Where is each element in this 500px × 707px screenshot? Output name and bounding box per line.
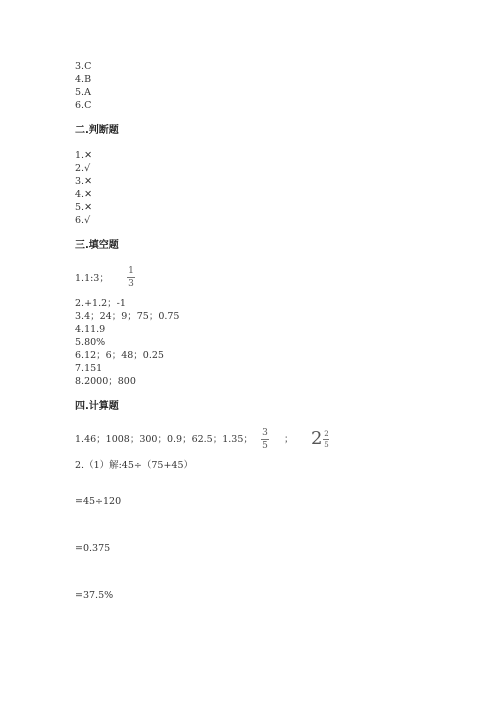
judgement-answer-2: 2.√	[75, 163, 91, 174]
calc-answer-1: 1.46；1008；300；0.9；62.5；1.35；	[75, 434, 253, 445]
fill-answer-3: 3.4；24；9；75；0.75	[75, 311, 180, 322]
fill-answer-2: 2.+1.2；-1	[75, 298, 126, 309]
fill-answer-6: 6.12；6；48；0.25	[75, 350, 164, 361]
fill-answer-7: 7.151	[75, 363, 103, 374]
fill-answer-8: 8.2000；800	[75, 376, 136, 387]
fraction-denominator: 5	[324, 440, 329, 449]
mixed-whole: 2	[311, 428, 323, 449]
fill-answer-4: 4.11.9	[75, 324, 106, 335]
choice-answer-3: 3.C	[75, 61, 92, 72]
section-title-calculation: 四.计算题	[75, 401, 119, 412]
judgement-answer-3: 3.✕	[75, 176, 93, 187]
choice-answer-5: 5.A	[75, 87, 91, 98]
calc-answer-1-mixed-number	[311, 429, 329, 449]
fraction-denominator: 5	[262, 441, 268, 451]
judgement-answer-6: 6.√	[75, 215, 91, 226]
fraction-denominator: 3	[128, 279, 134, 289]
judgement-answer-1: 1.✕	[75, 150, 93, 161]
calc-step-2: =0.375	[75, 543, 111, 554]
fraction-bar	[323, 439, 329, 440]
calc-answer-1-separator: ；	[284, 434, 294, 445]
fill-answer-1: 1.1:3；	[75, 273, 109, 284]
mixed-fraction	[323, 430, 329, 449]
choice-answer-6: 6.C	[75, 100, 92, 111]
fill-answer-5: 5.80%	[75, 337, 106, 348]
judgement-answer-5: 5.✕	[75, 202, 93, 213]
section-title-fill-blank: 三.填空题	[75, 240, 119, 251]
fraction-numerator: 1	[128, 266, 134, 276]
fraction-bar	[127, 277, 135, 278]
fraction-bar	[261, 439, 269, 440]
calc-answer-2: 2.（1）解:45÷（75+45）	[75, 460, 193, 471]
choice-answer-4: 4.B	[75, 74, 92, 85]
calc-answer-1-fraction	[261, 428, 269, 451]
fraction-numerator: 2	[324, 429, 329, 438]
judgement-answer-4: 4.✕	[75, 189, 93, 200]
section-title-judgement: 二.判断题	[75, 125, 119, 136]
fraction-numerator: 3	[262, 428, 268, 438]
calc-step-3: =37.5%	[75, 590, 114, 601]
calc-step-1: =45÷120	[75, 496, 122, 507]
fill-answer-1-fraction	[127, 266, 135, 289]
